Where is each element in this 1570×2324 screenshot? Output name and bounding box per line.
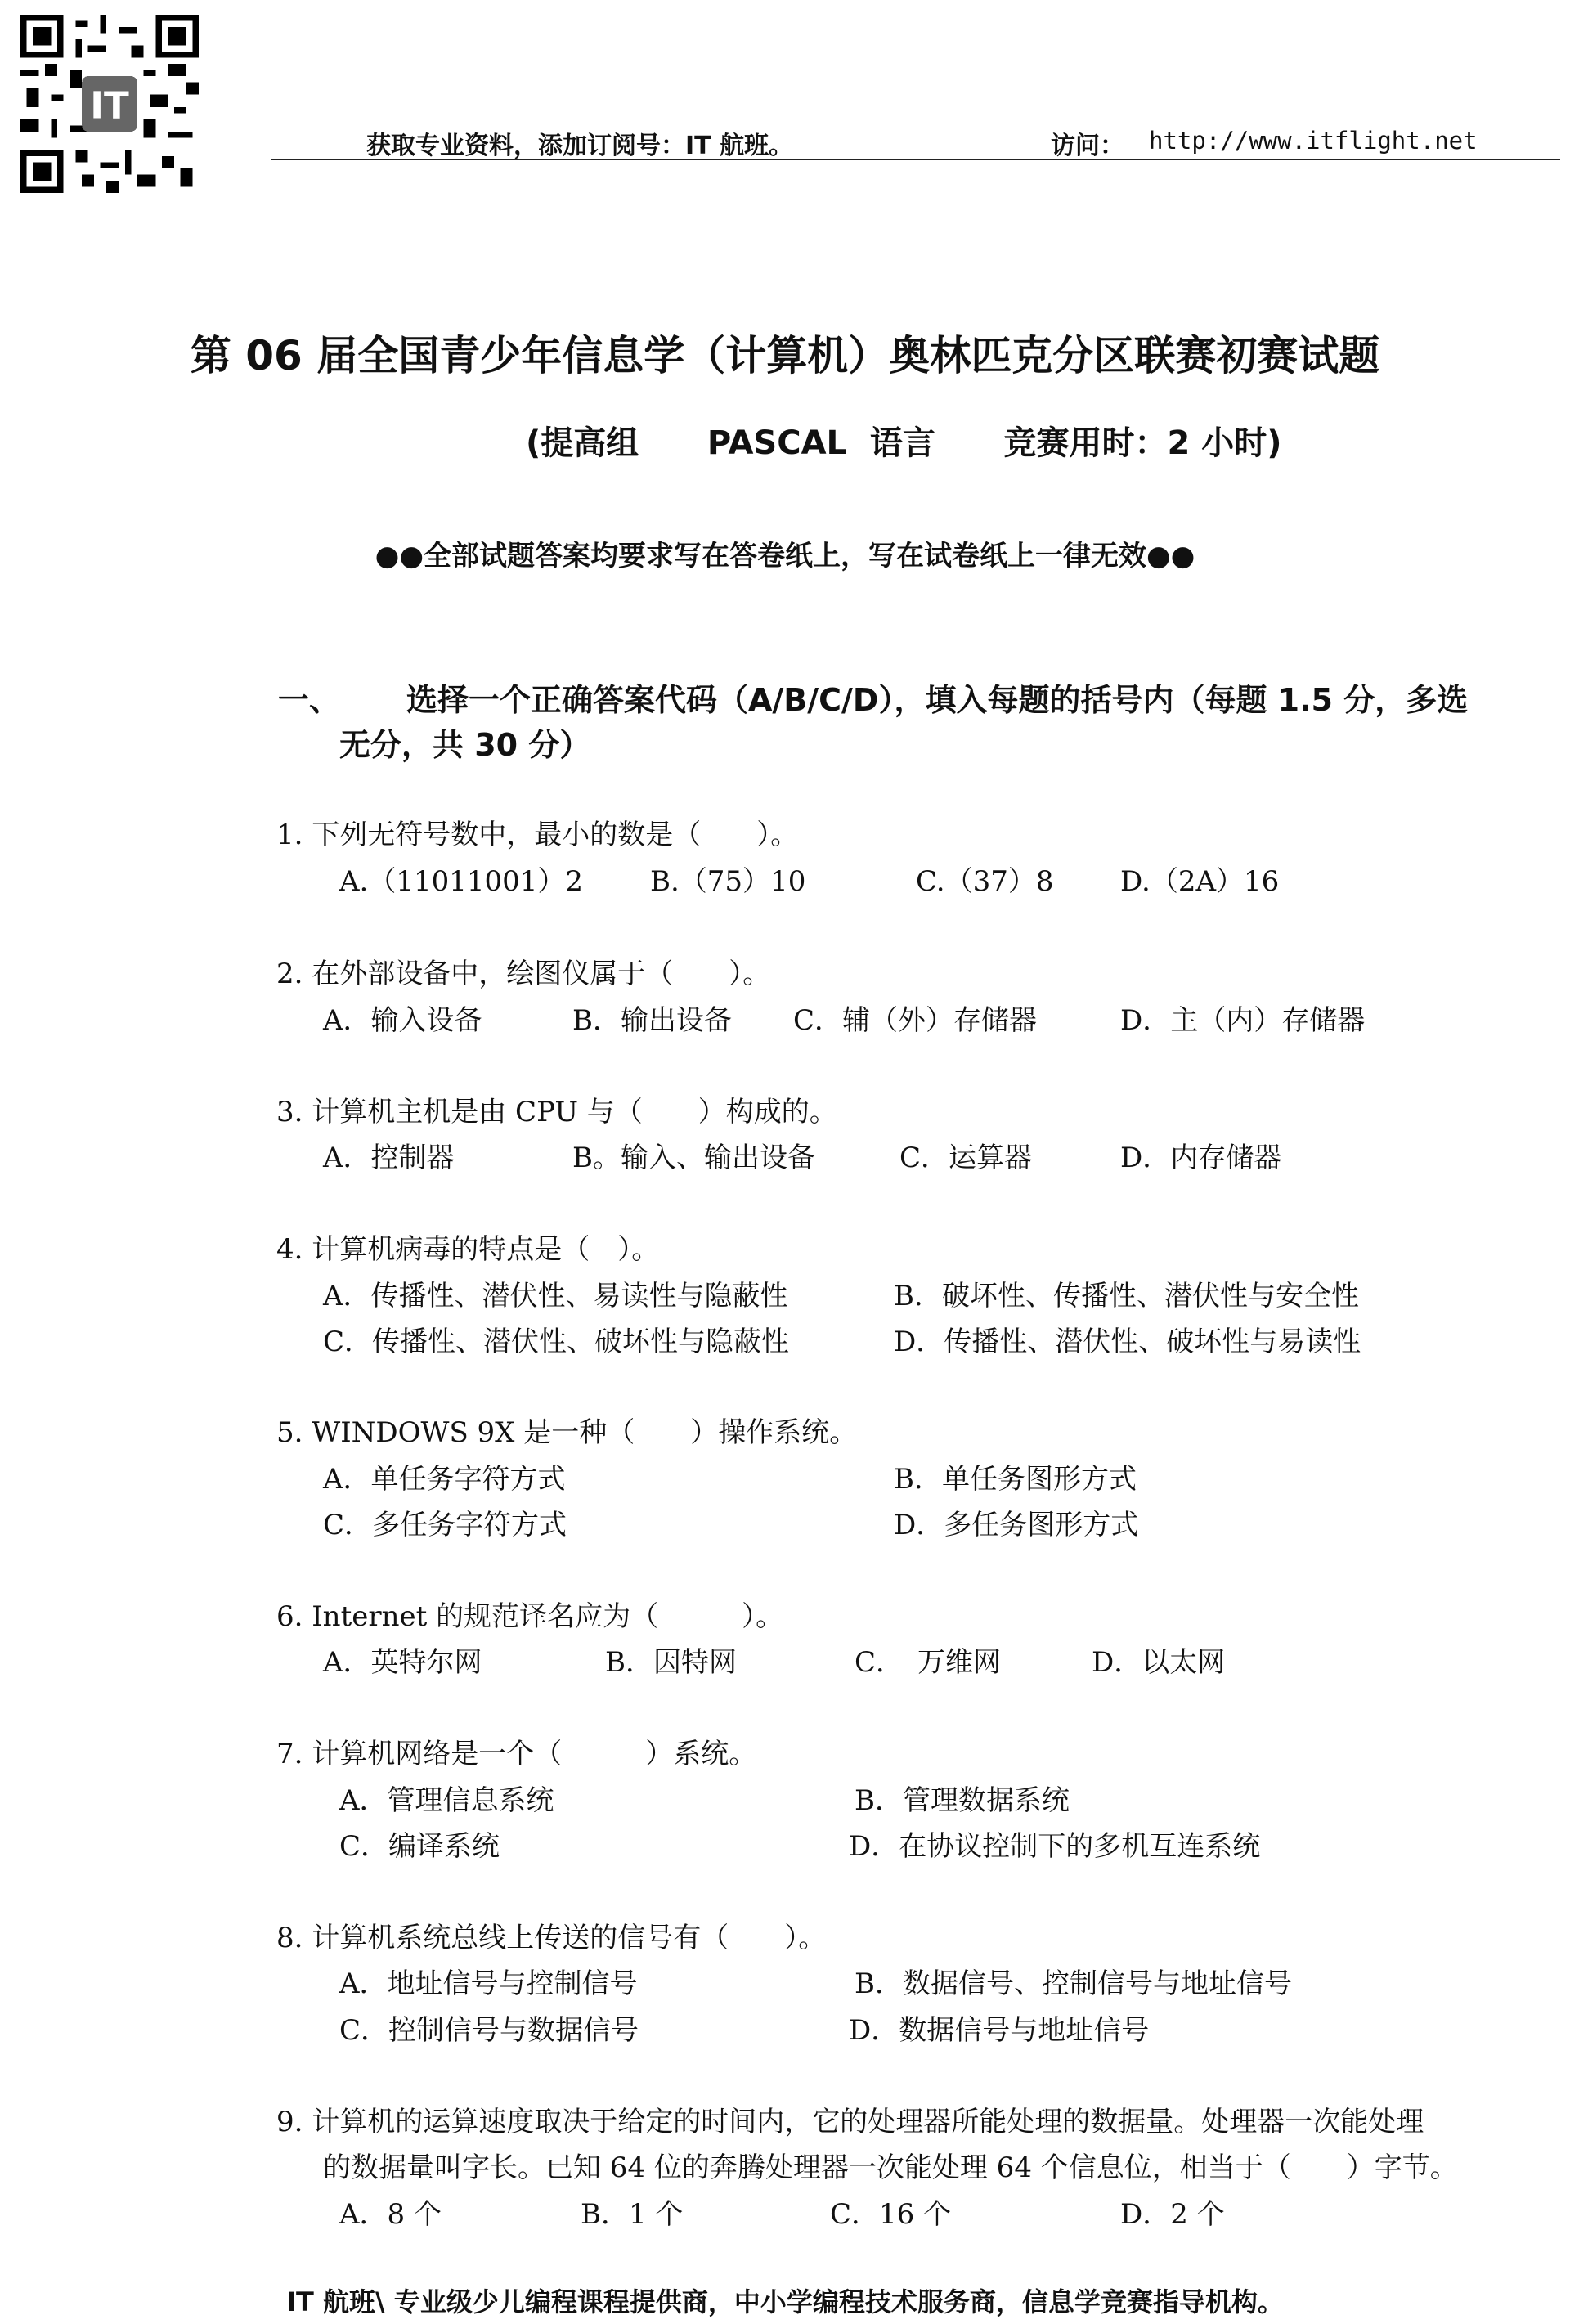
question-1-option-c: C.（37）8 xyxy=(916,865,1054,898)
question-8-option-b: B．数据信号、控制信号与地址信号 xyxy=(855,1967,1292,2000)
question-6-option-a: A．英特尔网 xyxy=(323,1646,482,1679)
question-1-option-a: A.（11011001）2 xyxy=(339,865,584,898)
question-7-option-d: D．在协议控制下的多机互连系统 xyxy=(849,1830,1261,1863)
question-4-text: 4. 计算机病毒的特点是（ ）。 xyxy=(276,1233,660,1266)
question-6-option-d: D．以太网 xyxy=(1092,1646,1226,1679)
question-2-text: 2. 在外部设备中，绘图仪属于（ ）。 xyxy=(276,958,771,990)
section-heading-line1: 选择一个正确答案代码（A/B/C/D），填入每题的括号内（每题 1.5 分，多选 xyxy=(406,682,1469,718)
question-3-text: 3. 计算机主机是由 CPU 与（ ）构成的。 xyxy=(276,1096,837,1128)
question-2-option-a: A．输入设备 xyxy=(323,1004,482,1037)
question-3-option-c: C．运算器 xyxy=(899,1142,1033,1174)
page-subtitle: (提高组 PASCAL 语言 竞赛用时：2 小时) xyxy=(526,424,1282,462)
qr-code-image xyxy=(15,15,204,193)
question-4-option-d: D．传播性、潜伏性、破坏性与易读性 xyxy=(894,1326,1361,1358)
question-6-option-c: C． 万维网 xyxy=(855,1646,1002,1679)
question-9-option-c: C．16 个 xyxy=(830,2198,952,2231)
question-7-text: 7. 计算机网络是一个（ ）系统。 xyxy=(276,1738,757,1770)
question-9-text-line2: 的数据量叫字长。已知 64 位的奔腾处理器一次能处理 64 个信息位，相当于（ ）字节。 xyxy=(323,2151,1458,2184)
question-3-option-a: A．控制器 xyxy=(323,1142,455,1174)
question-6-text: 6. Internet 的规范译名应为（ ）。 xyxy=(276,1600,784,1633)
question-4-option-b: B．破坏性、传播性、潜伏性与安全性 xyxy=(894,1280,1359,1312)
question-7-option-c: C．编译系统 xyxy=(339,1830,500,1863)
question-4-option-c: C．传播性、潜伏性、破坏性与隐蔽性 xyxy=(323,1326,790,1358)
question-3-option-d: D．内存储器 xyxy=(1120,1142,1282,1174)
answer-notice: ●●全部试题答案均要求写在答卷纸上，写在试卷纸上一律无效●● xyxy=(375,540,1195,572)
question-5-option-d: D．多任务图形方式 xyxy=(894,1509,1139,1541)
question-8-option-a: A．地址信号与控制信号 xyxy=(339,1967,638,2000)
question-1-text: 1. 下列无符号数中，最小的数是（ ）。 xyxy=(276,819,799,851)
page-title: 第 06 届全国青少年信息学（计算机）奥林匹克分区联赛初赛试题 xyxy=(190,332,1380,379)
header-divider xyxy=(271,159,1560,160)
header-visit-label: 访问： xyxy=(1051,132,1124,160)
section-number: 一、 xyxy=(278,682,341,718)
question-3-option-b: B。输入、输出设备 xyxy=(572,1142,815,1174)
question-7-option-a: A．管理信息系统 xyxy=(339,1784,554,1817)
question-2-option-b: B．输出设备 xyxy=(572,1004,732,1037)
question-2-option-d: D．主（内）存储器 xyxy=(1120,1004,1366,1037)
page-footer: IT 航班\ 专业级少儿编程课程提供商，中小学编程技术服务商，信息学竞赛指导机构。 xyxy=(286,2286,1284,2317)
question-5-text: 5. WINDOWS 9X 是一种（ ）操作系统。 xyxy=(276,1416,858,1449)
question-8-option-c: C．控制信号与数据信号 xyxy=(339,2014,639,2047)
question-1-option-d: D.（2A）16 xyxy=(1120,865,1280,898)
question-5-option-a: A．单任务字符方式 xyxy=(323,1463,566,1496)
question-4-option-a: A．传播性、潜伏性、易读性与隐蔽性 xyxy=(323,1280,788,1312)
question-5-option-c: C．多任务字符方式 xyxy=(323,1509,567,1541)
question-9-option-b: B．1 个 xyxy=(581,2198,684,2231)
question-1-option-b: B.（75）10 xyxy=(650,865,806,898)
question-9-text: 9. 计算机的运算速度取决于给定的时间内，它的处理器所能处理的数据量。处理器一次能处理 xyxy=(276,2106,1424,2138)
header-promo-text: 获取专业资料，添加订阅号：IT 航班。 xyxy=(366,132,794,160)
question-9-option-d: D．2 个 xyxy=(1120,2198,1225,2231)
question-6-option-b: B．因特网 xyxy=(605,1646,737,1679)
section-heading-line2: 无分，共 30 分） xyxy=(339,727,591,763)
question-5-option-b: B．单任务图形方式 xyxy=(894,1463,1137,1496)
question-7-option-b: B．管理数据系统 xyxy=(855,1784,1070,1817)
question-2-option-c: C．辅（外）存储器 xyxy=(793,1004,1038,1037)
question-9-option-a: A．8 个 xyxy=(339,2198,442,2231)
question-8-option-d: D．数据信号与地址信号 xyxy=(849,2014,1150,2047)
svg-text:IT: IT xyxy=(90,83,129,128)
header-visit-link[interactable]: http://www.itflight.net xyxy=(1149,127,1478,155)
question-8-text: 8. 计算机系统总线上传送的信号有（ ）。 xyxy=(276,1922,827,1954)
